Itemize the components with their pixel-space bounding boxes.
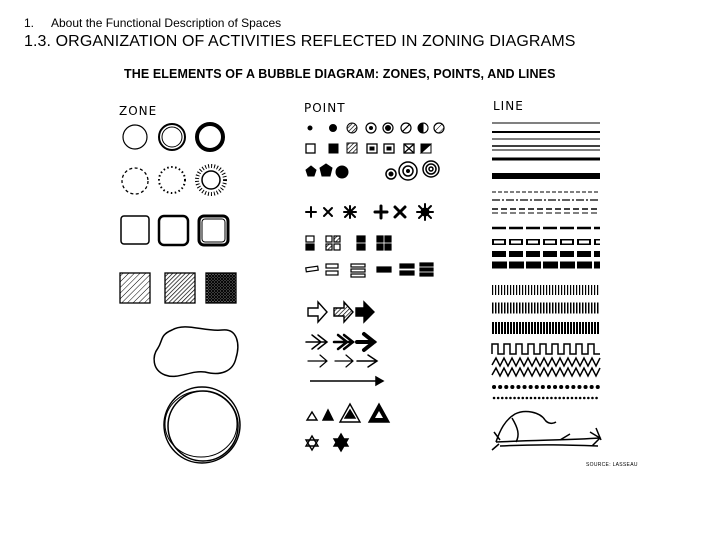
point-column-label: POINT	[304, 101, 346, 115]
zone-circles-row	[123, 124, 223, 150]
line-branching-tree	[492, 412, 601, 450]
point-squares-row	[306, 143, 431, 153]
line-box-chain-group	[492, 228, 600, 265]
point-dots-row	[308, 123, 444, 133]
point-block-clusters-row	[306, 236, 391, 250]
section-number: 1.	[24, 16, 35, 30]
figure-source-credit: SOURCE: LASSEAU	[586, 462, 638, 468]
point-arrows-row-1	[308, 302, 374, 322]
line-textured-group	[492, 290, 600, 376]
point-arrows-row-3	[308, 355, 377, 367]
point-stars-row	[306, 434, 348, 451]
figure-title: THE ELEMENTS OF A BUBBLE DIAGRAM: ZONES, POINTS, AND LINES	[124, 67, 556, 81]
point-long-arrow	[310, 377, 383, 385]
point-triangles-row	[307, 404, 389, 422]
line-column-label: LINE	[493, 99, 524, 113]
point-crosses-row	[306, 204, 433, 220]
zone-dashed-circles-row	[122, 166, 225, 194]
point-arrows-row-2	[306, 334, 374, 350]
line-weights-group	[492, 123, 600, 176]
zone-hatched-squares-row	[120, 273, 236, 303]
line-dashed-group	[492, 192, 600, 213]
zone-column-label: ZONE	[119, 104, 158, 118]
section-title: About the Functional Description of Spaces	[51, 16, 282, 30]
point-bar-stacks-row	[306, 263, 433, 277]
zone-squares-row	[121, 216, 228, 245]
zone-large-circle	[164, 387, 240, 463]
slide-heading: 1.3. ORGANIZATION OF ACTIVITIES REFLECTED IN ZONING DIAGRAMS	[24, 33, 576, 50]
line-dotted-group	[494, 387, 600, 398]
zone-amoeba-shape	[154, 327, 238, 377]
point-concentric-row	[306, 161, 439, 180]
